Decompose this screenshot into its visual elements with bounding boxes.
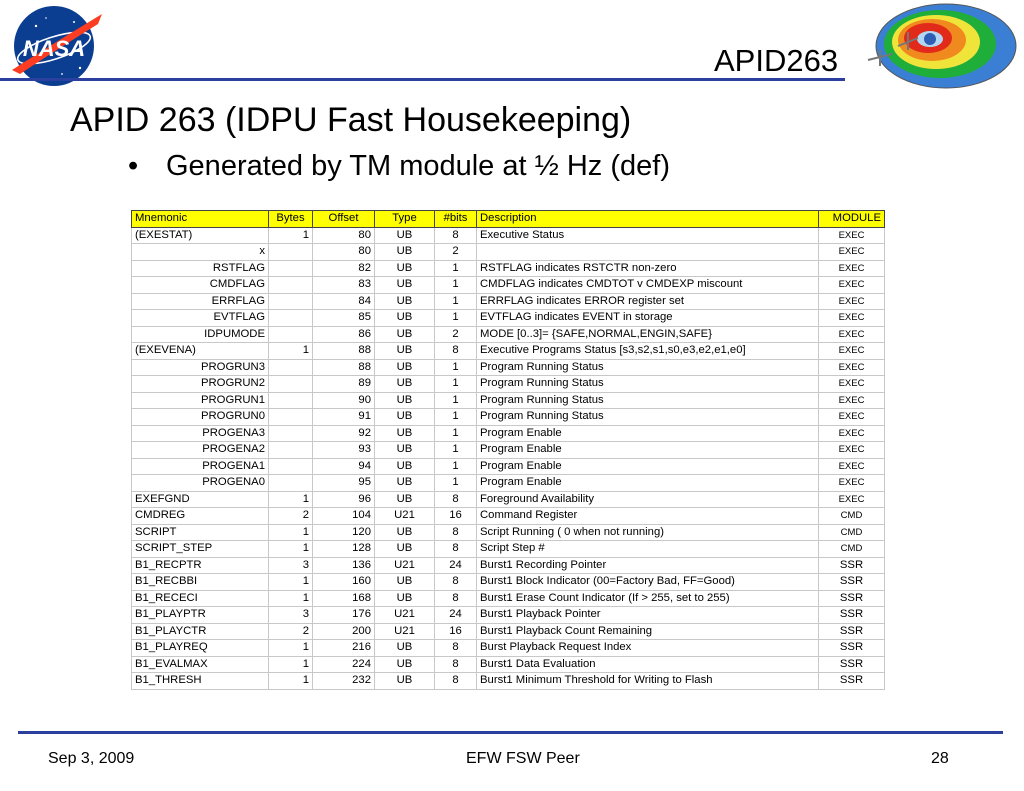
cell-mnemonic: B1_PLAYPTR <box>132 607 269 624</box>
cell-module: CMD <box>819 524 885 541</box>
table-row <box>132 310 885 327</box>
cell-bytes: 1 <box>269 673 313 690</box>
cell-bytes: 1 <box>269 491 313 508</box>
cell-offset: 88 <box>313 343 375 360</box>
cell-type: U21 <box>375 508 435 525</box>
table-row <box>132 359 885 376</box>
cell-module: EXEC <box>819 277 885 294</box>
cell-mnemonic: (EXESTAT) <box>132 227 269 244</box>
cell-offset: 94 <box>313 458 375 475</box>
column-header-description: Description <box>477 211 819 228</box>
cell-module: SSR <box>819 607 885 624</box>
cell-module: EXEC <box>819 475 885 492</box>
cell-description: Burst1 Playback Count Remaining <box>477 623 819 640</box>
table-row <box>132 425 885 442</box>
cell-description: RSTFLAG indicates RSTCTR non-zero <box>477 260 819 277</box>
table-row <box>132 409 885 426</box>
cell-bits: 1 <box>435 425 477 442</box>
cell-description: Program Running Status <box>477 409 819 426</box>
cell-module: SSR <box>819 590 885 607</box>
cell-mnemonic: B1_EVALMAX <box>132 656 269 673</box>
cell-bits: 1 <box>435 475 477 492</box>
cell-module: EXEC <box>819 359 885 376</box>
table-row <box>132 244 885 261</box>
cell-description: Command Register <box>477 508 819 525</box>
cell-mnemonic: B1_RECBBI <box>132 574 269 591</box>
cell-bits: 8 <box>435 343 477 360</box>
cell-mnemonic: PROGENA3 <box>132 425 269 442</box>
cell-type: U21 <box>375 557 435 574</box>
cell-module: CMD <box>819 508 885 525</box>
cell-bits: 24 <box>435 557 477 574</box>
cell-bits: 1 <box>435 293 477 310</box>
bullet-item <box>128 150 670 183</box>
cell-type: UB <box>375 425 435 442</box>
cell-type: UB <box>375 260 435 277</box>
cell-module: EXEC <box>819 310 885 327</box>
cell-bytes <box>269 425 313 442</box>
cell-description: Foreground Availability <box>477 491 819 508</box>
cell-bits: 1 <box>435 310 477 327</box>
cell-description: Script Running ( 0 when not running) <box>477 524 819 541</box>
table-row <box>132 392 885 409</box>
cell-description: Burst1 Recording Pointer <box>477 557 819 574</box>
table-row <box>132 475 885 492</box>
cell-module: SSR <box>819 623 885 640</box>
cell-bits: 1 <box>435 260 477 277</box>
cell-bits: 8 <box>435 656 477 673</box>
cell-bytes <box>269 475 313 492</box>
cell-description: Program Running Status <box>477 376 819 393</box>
cell-offset: 120 <box>313 524 375 541</box>
cell-offset: 232 <box>313 673 375 690</box>
cell-type: UB <box>375 409 435 426</box>
table-row <box>132 590 885 607</box>
cell-bits: 16 <box>435 508 477 525</box>
cell-bits: 1 <box>435 409 477 426</box>
cell-offset: 168 <box>313 590 375 607</box>
table-row <box>132 442 885 459</box>
cell-bits: 2 <box>435 326 477 343</box>
cell-module: EXEC <box>819 392 885 409</box>
header-divider <box>0 78 845 81</box>
cell-offset: 136 <box>313 557 375 574</box>
table-row <box>132 673 885 690</box>
cell-bytes <box>269 260 313 277</box>
cell-type: UB <box>375 227 435 244</box>
cell-bytes: 1 <box>269 227 313 244</box>
cell-description: EVTFLAG indicates EVENT in storage <box>477 310 819 327</box>
cell-bytes: 2 <box>269 508 313 525</box>
table-row <box>132 623 885 640</box>
cell-mnemonic: B1_THRESH <box>132 673 269 690</box>
cell-mnemonic: (EXEVENA) <box>132 343 269 360</box>
cell-type: UB <box>375 574 435 591</box>
cell-bits: 1 <box>435 277 477 294</box>
cell-mnemonic: IDPUMODE <box>132 326 269 343</box>
cell-type: UB <box>375 277 435 294</box>
cell-type: UB <box>375 310 435 327</box>
cell-bits: 8 <box>435 227 477 244</box>
cell-bytes: 1 <box>269 656 313 673</box>
cell-bytes <box>269 392 313 409</box>
cell-offset: 216 <box>313 640 375 657</box>
cell-offset: 200 <box>313 623 375 640</box>
table-row <box>132 508 885 525</box>
cell-module: EXEC <box>819 260 885 277</box>
cell-bytes: 3 <box>269 607 313 624</box>
cell-type: UB <box>375 359 435 376</box>
cell-offset: 89 <box>313 376 375 393</box>
apid-label: APID263 <box>714 43 839 78</box>
cell-module: SSR <box>819 557 885 574</box>
cell-bytes <box>269 326 313 343</box>
column-header-bytes: Bytes <box>269 211 313 228</box>
cell-bytes <box>269 442 313 459</box>
svg-text:NASA: NASA <box>22 36 86 61</box>
table-row <box>132 524 885 541</box>
cell-bytes: 1 <box>269 524 313 541</box>
cell-bits: 8 <box>435 640 477 657</box>
cell-bytes <box>269 277 313 294</box>
column-header-bits: #bits <box>435 211 477 228</box>
radiation-belt-orbit-icon <box>858 2 1024 92</box>
cell-mnemonic: B1_RECECI <box>132 590 269 607</box>
cell-type: UB <box>375 640 435 657</box>
housekeeping-table <box>131 210 885 690</box>
table-row <box>132 656 885 673</box>
cell-bits: 8 <box>435 541 477 558</box>
cell-bits: 1 <box>435 442 477 459</box>
table-row <box>132 541 885 558</box>
cell-type: UB <box>375 475 435 492</box>
cell-offset: 86 <box>313 326 375 343</box>
cell-offset: 88 <box>313 359 375 376</box>
cell-description: Executive Programs Status [s3,s2,s1,s0,e3,e2,e1,e0] <box>477 343 819 360</box>
cell-offset: 91 <box>313 409 375 426</box>
cell-type: UB <box>375 590 435 607</box>
cell-module: SSR <box>819 640 885 657</box>
cell-offset: 83 <box>313 277 375 294</box>
table-row <box>132 260 885 277</box>
cell-offset: 85 <box>313 310 375 327</box>
cell-description: CMDFLAG indicates CMDTOT v CMDEXP miscount <box>477 277 819 294</box>
cell-offset: 90 <box>313 392 375 409</box>
cell-mnemonic: ERRFLAG <box>132 293 269 310</box>
cell-description: Program Enable <box>477 458 819 475</box>
cell-mnemonic: PROGRUN2 <box>132 376 269 393</box>
cell-module: EXEC <box>819 409 885 426</box>
cell-type: U21 <box>375 623 435 640</box>
cell-mnemonic: SCRIPT <box>132 524 269 541</box>
cell-mnemonic: B1_RECPTR <box>132 557 269 574</box>
cell-description: Burst Playback Request Index <box>477 640 819 657</box>
cell-offset: 96 <box>313 491 375 508</box>
cell-bits: 8 <box>435 574 477 591</box>
cell-type: UB <box>375 524 435 541</box>
footer-presentation-name: EFW FSW Peer <box>466 750 580 767</box>
cell-module: EXEC <box>819 293 885 310</box>
cell-module: SSR <box>819 673 885 690</box>
cell-module: EXEC <box>819 442 885 459</box>
bullet-glyph: • <box>128 150 139 182</box>
cell-description: Burst1 Data Evaluation <box>477 656 819 673</box>
table-row <box>132 607 885 624</box>
cell-bytes <box>269 310 313 327</box>
cell-description: Burst1 Playback Pointer <box>477 607 819 624</box>
cell-description: Program Enable <box>477 425 819 442</box>
cell-bytes <box>269 409 313 426</box>
cell-description: ERRFLAG indicates ERROR register set <box>477 293 819 310</box>
cell-bytes <box>269 458 313 475</box>
cell-offset: 128 <box>313 541 375 558</box>
cell-type: UB <box>375 376 435 393</box>
cell-module: EXEC <box>819 425 885 442</box>
cell-bits: 16 <box>435 623 477 640</box>
cell-type: UB <box>375 244 435 261</box>
cell-description: Script Step # <box>477 541 819 558</box>
cell-type: UB <box>375 343 435 360</box>
cell-module: CMD <box>819 541 885 558</box>
cell-offset: 95 <box>313 475 375 492</box>
cell-bytes <box>269 244 313 261</box>
footer-divider <box>18 731 1003 734</box>
nasa-logo-icon <box>6 4 102 88</box>
cell-offset: 84 <box>313 293 375 310</box>
cell-mnemonic: CMDFLAG <box>132 277 269 294</box>
cell-offset: 176 <box>313 607 375 624</box>
cell-module: EXEC <box>819 491 885 508</box>
table-header-row <box>132 211 885 228</box>
cell-bits: 8 <box>435 491 477 508</box>
cell-mnemonic: PROGRUN1 <box>132 392 269 409</box>
table-row <box>132 491 885 508</box>
cell-mnemonic: PROGRUN0 <box>132 409 269 426</box>
cell-mnemonic: B1_PLAYCTR <box>132 623 269 640</box>
cell-mnemonic: PROGRUN3 <box>132 359 269 376</box>
cell-bytes: 1 <box>269 640 313 657</box>
cell-description <box>477 244 819 261</box>
cell-type: UB <box>375 442 435 459</box>
column-header-mnemonic: Mnemonic <box>132 211 269 228</box>
cell-mnemonic: EXEFGND <box>132 491 269 508</box>
cell-offset: 92 <box>313 425 375 442</box>
cell-module: EXEC <box>819 458 885 475</box>
cell-type: UB <box>375 326 435 343</box>
cell-module: EXEC <box>819 227 885 244</box>
cell-bits: 1 <box>435 392 477 409</box>
cell-bytes: 2 <box>269 623 313 640</box>
cell-description: Program Running Status <box>477 359 819 376</box>
cell-type: U21 <box>375 607 435 624</box>
column-header-module: MODULE <box>819 211 885 228</box>
cell-module: SSR <box>819 656 885 673</box>
cell-type: UB <box>375 673 435 690</box>
cell-module: EXEC <box>819 244 885 261</box>
cell-bytes: 3 <box>269 557 313 574</box>
cell-description: Burst1 Minimum Threshold for Writing to Flash <box>477 673 819 690</box>
cell-type: UB <box>375 541 435 558</box>
cell-bytes: 1 <box>269 590 313 607</box>
slide-title: APID 263 (IDPU Fast Housekeeping) <box>70 101 632 139</box>
cell-bytes <box>269 359 313 376</box>
cell-offset: 224 <box>313 656 375 673</box>
cell-bits: 8 <box>435 673 477 690</box>
cell-type: UB <box>375 392 435 409</box>
cell-bytes <box>269 376 313 393</box>
table-row <box>132 640 885 657</box>
cell-offset: 80 <box>313 244 375 261</box>
cell-mnemonic: SCRIPT_STEP <box>132 541 269 558</box>
cell-type: UB <box>375 491 435 508</box>
column-header-type: Type <box>375 211 435 228</box>
cell-mnemonic: PROGENA2 <box>132 442 269 459</box>
cell-bits: 1 <box>435 376 477 393</box>
cell-module: EXEC <box>819 326 885 343</box>
cell-bytes: 1 <box>269 541 313 558</box>
cell-mnemonic: CMDREG <box>132 508 269 525</box>
cell-description: Burst1 Block Indicator (00=Factory Bad, FF=Good) <box>477 574 819 591</box>
table-row <box>132 343 885 360</box>
table-row <box>132 326 885 343</box>
cell-mnemonic: PROGENA1 <box>132 458 269 475</box>
cell-module: EXEC <box>819 376 885 393</box>
cell-offset: 93 <box>313 442 375 459</box>
cell-mnemonic: EVTFLAG <box>132 310 269 327</box>
cell-offset: 160 <box>313 574 375 591</box>
cell-bits: 24 <box>435 607 477 624</box>
table-row <box>132 557 885 574</box>
cell-type: UB <box>375 458 435 475</box>
cell-bits: 1 <box>435 458 477 475</box>
cell-description: Program Running Status <box>477 392 819 409</box>
table-row <box>132 376 885 393</box>
column-header-offset: Offset <box>313 211 375 228</box>
table-row <box>132 293 885 310</box>
cell-offset: 104 <box>313 508 375 525</box>
table-row <box>132 458 885 475</box>
cell-offset: 82 <box>313 260 375 277</box>
cell-description: MODE [0..3]= {SAFE,NORMAL,ENGIN,SAFE} <box>477 326 819 343</box>
cell-mnemonic: B1_PLAYREQ <box>132 640 269 657</box>
cell-description: Program Enable <box>477 442 819 459</box>
cell-mnemonic: x <box>132 244 269 261</box>
cell-type: UB <box>375 656 435 673</box>
cell-description: Burst1 Erase Count Indicator (If > 255, set to 255) <box>477 590 819 607</box>
bullet-text: Generated by TM module at ½ Hz (def) <box>166 150 670 182</box>
cell-module: SSR <box>819 574 885 591</box>
cell-offset: 80 <box>313 227 375 244</box>
cell-bits: 2 <box>435 244 477 261</box>
cell-bytes <box>269 293 313 310</box>
cell-description: Program Enable <box>477 475 819 492</box>
cell-bytes: 1 <box>269 574 313 591</box>
cell-module: EXEC <box>819 343 885 360</box>
cell-type: UB <box>375 293 435 310</box>
table-row <box>132 227 885 244</box>
cell-bytes: 1 <box>269 343 313 360</box>
cell-bits: 8 <box>435 524 477 541</box>
page-number: 28 <box>931 750 949 767</box>
cell-mnemonic: RSTFLAG <box>132 260 269 277</box>
cell-description: Executive Status <box>477 227 819 244</box>
cell-mnemonic: PROGENA0 <box>132 475 269 492</box>
cell-bits: 1 <box>435 359 477 376</box>
cell-bits: 8 <box>435 590 477 607</box>
footer-date: Sep 3, 2009 <box>48 750 135 767</box>
table-row <box>132 574 885 591</box>
table-row <box>132 277 885 294</box>
